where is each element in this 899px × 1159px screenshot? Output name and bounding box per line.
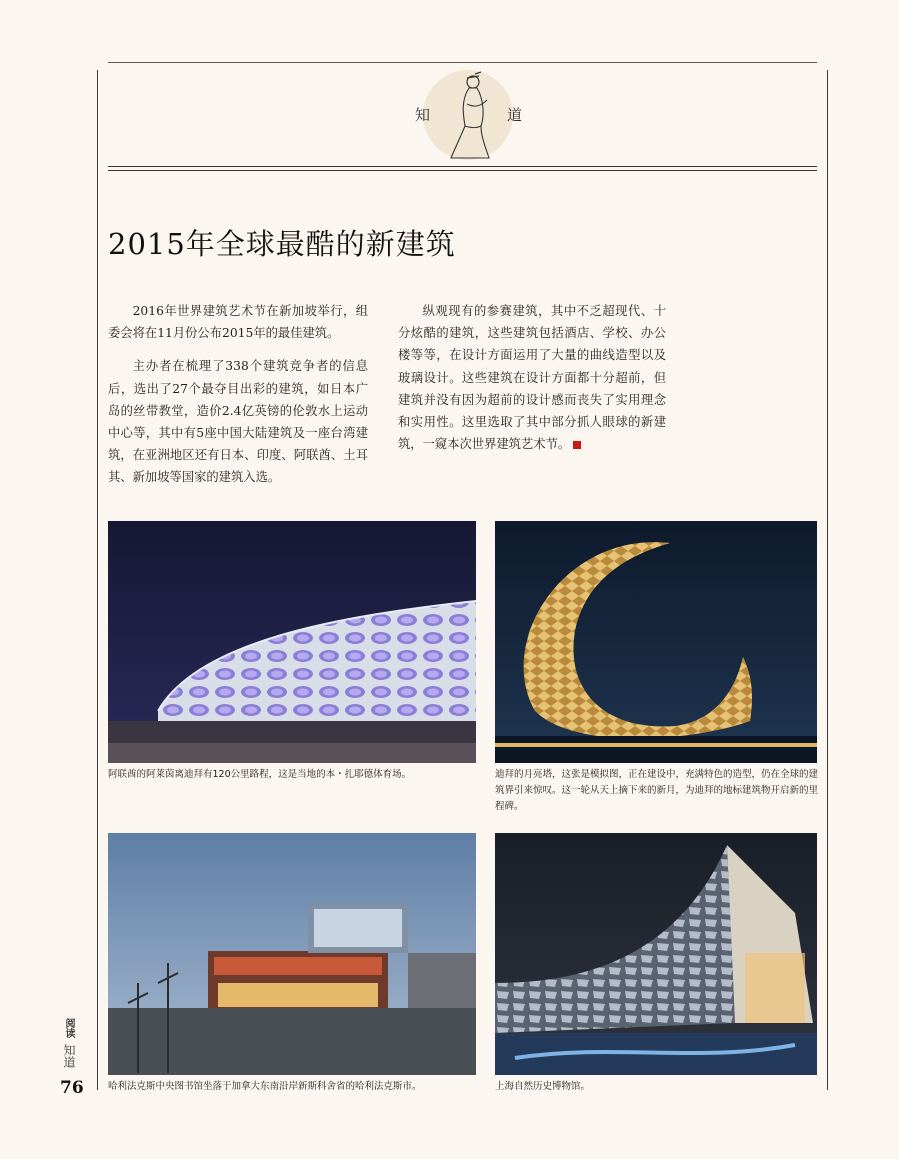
- emblem-right-char: 道: [507, 106, 523, 124]
- folio-magazine-name: 阅读: [63, 1018, 74, 1038]
- section-emblem: [413, 68, 523, 163]
- emblem-left-char: 知: [415, 106, 431, 124]
- caption-museum: 上海自然历史博物馆。: [495, 1081, 591, 1092]
- caption-moon-tower: 迪拜的月亮塔，这张是模拟图，正在建设中，充满特色的造型，仍在全球的建筑界引来惊叹。这一轮从天上摘下来的新月，为迪拜的地标建筑物开启新的里程碑。: [495, 769, 819, 812]
- divider-line-1: [108, 166, 817, 167]
- end-mark-icon: [573, 441, 581, 449]
- scholar-figure-icon: [441, 70, 501, 162]
- paragraph-text: 纵观现有的参赛建筑，其中不乏超现代、十分炫酷的建筑，这些建筑包括酒店、学校、办公楼等等，在设计方面运用了大量的曲线造型以及玻璃设计。这些建筑在设计方面都十分超前，但建筑并没有因为超前的设计感而丧失了实用理念和实用性。这里选取了其中部分抓人眼球的新建筑，一窥本次世界建筑艺术节。: [398, 304, 666, 452]
- divider-line-2: [108, 170, 817, 171]
- caption-library: 哈利法克斯中央图书馆坐落于加拿大东南沿岸新斯科舍省的哈利法克斯市。: [108, 1081, 422, 1092]
- left-frame-line: [97, 70, 98, 1090]
- caption-stadium: 阿联酋的阿莱茵离迪拜有120公里路程，这是当地的本・扎耶德体育场。: [108, 769, 412, 780]
- photo-museum: [495, 833, 817, 1075]
- page-number: 76: [60, 1078, 84, 1098]
- paragraph: [398, 300, 666, 455]
- article-title: 2015年全球最酷的新建筑: [108, 227, 456, 261]
- paragraph: 2016年世界建筑艺术节在新加坡举行，组委会将在11月份公布2015年的最佳建筑。: [108, 304, 368, 341]
- photo-moon-tower: [495, 521, 817, 763]
- photo-library: [108, 833, 476, 1075]
- paragraph: 主办者在梳理了338个建筑竞争者的信息后，选出了27个最夺目出彩的建筑，如日本广岛的丝带教堂，造价2.4亿英镑的伦敦水上运动中心等，其中有5座中国大陆建筑及一座台湾建筑，在亚洲地区还有日本、印度、阿联酋、土耳其、新加坡等国家的建筑入选。: [108, 359, 368, 485]
- top-rule: [108, 62, 817, 63]
- body-column-right: [398, 300, 666, 466]
- folio-section-name: 知道: [62, 1044, 76, 1068]
- body-column-left: [108, 300, 368, 500]
- right-frame-line: [827, 70, 828, 1090]
- photo-stadium: [108, 521, 476, 763]
